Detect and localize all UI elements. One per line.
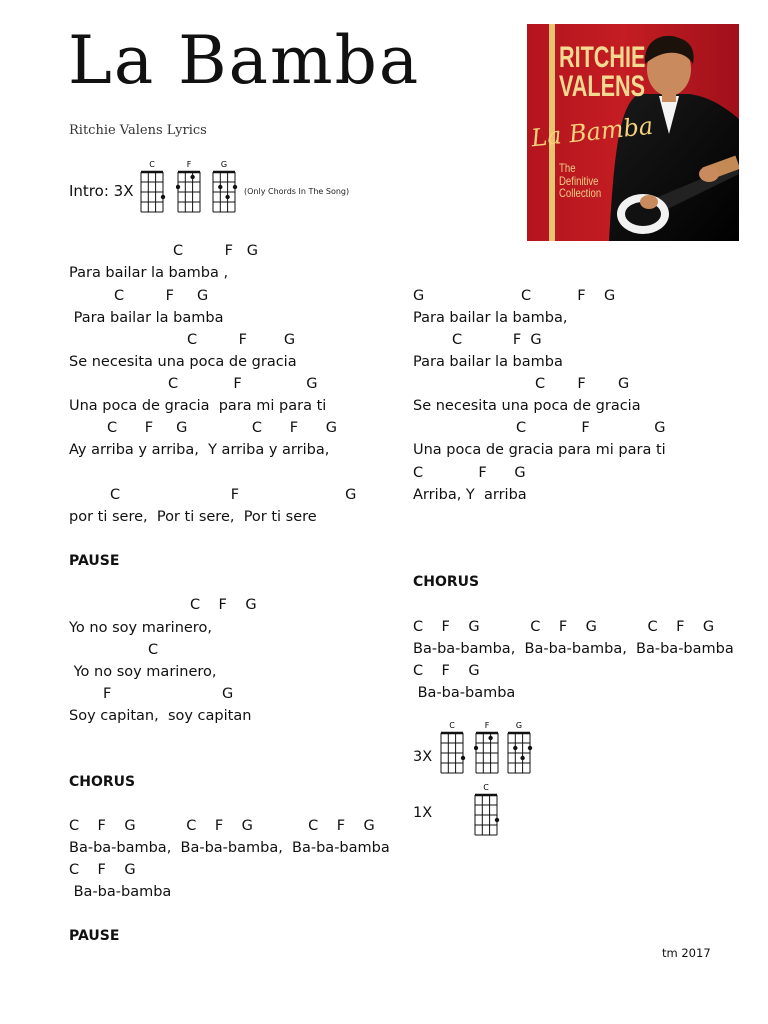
chord-line: C F G	[69, 862, 136, 878]
chord-name: F	[186, 160, 192, 169]
chord-line: C F G	[110, 487, 357, 503]
chord-line: C F G	[413, 663, 480, 679]
chord-line: C F G C F G	[107, 420, 337, 436]
chord-name: G	[515, 721, 523, 730]
footer-credit: tm 2017	[662, 946, 711, 960]
chord-line: C F G	[114, 288, 209, 304]
outro-chord-diagram-c	[439, 721, 469, 775]
intro-note: (Only Chords In The Song)	[244, 187, 350, 196]
chord-diagram-c	[139, 160, 169, 214]
chord-line: G C F G	[413, 288, 616, 304]
outro-chord-diagram-g	[506, 721, 536, 775]
lyric-line: por ti sere, Por ti sere, Por ti sere	[69, 509, 317, 525]
chord-line: C F G	[173, 243, 259, 259]
chord-name: G	[220, 160, 228, 169]
chord-line: C	[148, 642, 159, 658]
lyric-line: Ba-ba-bamba	[413, 685, 516, 701]
chord-diagram-g	[211, 160, 241, 214]
lyric-line: Ba-ba-bamba, Ba-ba-bamba, Ba-ba-bamba	[69, 840, 390, 856]
lyric-line: Una poca de gracia para mi para ti	[69, 398, 327, 414]
lyric-line: 3X	[413, 749, 433, 765]
chord-line: C F G	[190, 597, 257, 613]
lyric-line: Ba-ba-bamba, Ba-ba-bamba, Ba-ba-bamba	[413, 641, 734, 657]
chord-line: C F G	[516, 420, 666, 436]
lyric-line: Se necesita una poca de gracia	[69, 354, 297, 370]
chord-line: C F G C F G C F G	[69, 818, 375, 834]
song-title: La Bamba	[68, 22, 421, 99]
chord-line: C F G	[535, 376, 630, 392]
outro-chord-diagram-c-1x	[473, 783, 503, 837]
chord-line: C F G	[187, 332, 296, 348]
album-artist-name: RITCHIE VALENS	[559, 41, 646, 103]
chord-line: C F G C F G C F G	[413, 619, 715, 635]
chord-name: C	[149, 160, 155, 169]
album-title: La Bamba	[529, 111, 655, 153]
section-label: CHORUS	[413, 574, 480, 590]
lyric-line: Para bailar la bamba ,	[69, 265, 229, 281]
lyric-line: Ay arriba y arriba, Y arriba y arriba,	[69, 442, 330, 458]
chord-diagram-f	[176, 160, 206, 214]
intro-label: Intro: 3X	[69, 182, 134, 200]
section-label: PAUSE	[69, 928, 120, 944]
outro-chord-diagram-f	[474, 721, 504, 775]
section-label: CHORUS	[69, 774, 136, 790]
chord-line: F G	[103, 686, 234, 702]
lyric-line: Ba-ba-bamba	[69, 884, 172, 900]
lyric-line: 1X	[413, 805, 433, 821]
chord-line: C F G	[413, 465, 526, 481]
chord-line: C F G	[168, 376, 318, 392]
song-subtitle: Ritchie Valens Lyrics	[69, 123, 207, 138]
chord-name: C	[449, 721, 455, 730]
lyric-line: Arriba, Y arriba	[413, 487, 527, 503]
album-cover	[527, 24, 739, 241]
chord-line: C F G	[452, 332, 542, 348]
lyric-line: Para bailar la bamba	[69, 310, 224, 326]
lyric-line: Una poca de gracia para mi para ti	[413, 442, 666, 458]
lyric-line: Soy capitan, soy capitan	[69, 708, 252, 724]
lyric-line: Para bailar la bamba	[413, 354, 563, 370]
chord-name: F	[484, 721, 490, 730]
lyric-line: Para bailar la bamba,	[413, 310, 568, 326]
lyric-line: Yo no soy marinero,	[69, 664, 217, 680]
lyric-line: Se necesita una poca de gracia	[413, 398, 641, 414]
album-subtitle: The Definitive Collection	[559, 161, 602, 201]
lyric-line: Yo no soy marinero,	[69, 620, 212, 636]
section-label: PAUSE	[69, 553, 120, 569]
chord-name: C	[483, 783, 489, 792]
